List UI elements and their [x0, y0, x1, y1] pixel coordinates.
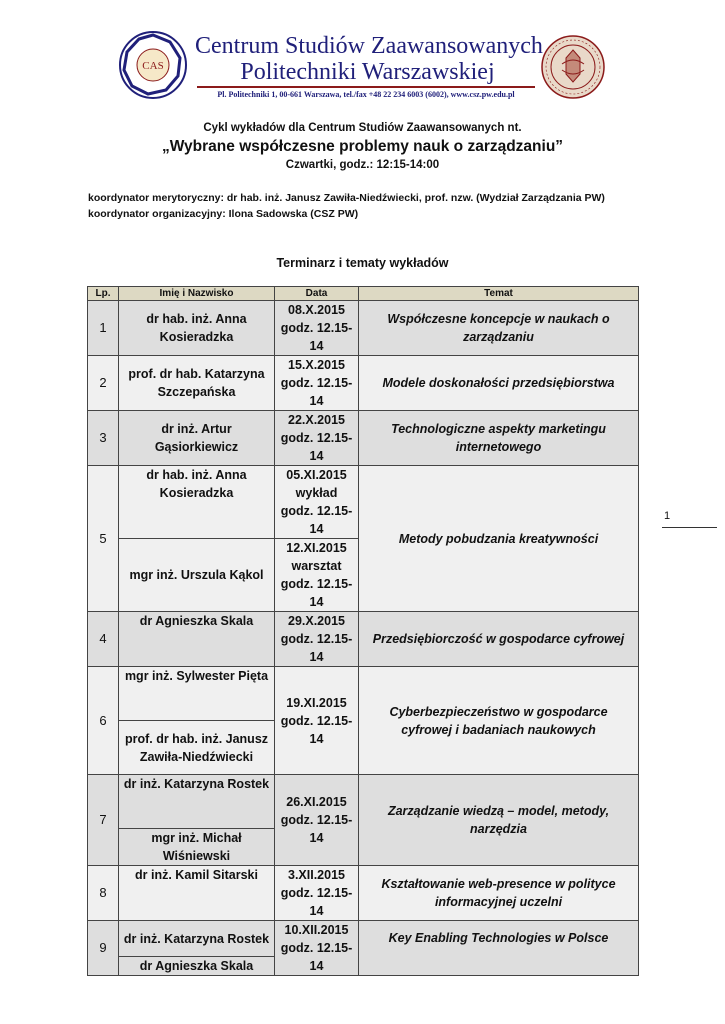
institution-name-line1: Centrum Studiów Zaawansowanych: [195, 33, 543, 59]
svg-text:CAS: CAS: [142, 60, 164, 72]
row-number: 8: [88, 866, 119, 921]
lecturer-name: prof. dr hab. inż. Janusz Zawiła-Niedźwiecki: [119, 721, 275, 775]
lecture-date: 22.X.2015 godz. 12.15-14: [275, 411, 359, 466]
table-row: [88, 466, 639, 539]
lecture-topic: Przedsiębiorczość w gospodarce cyfrowej: [359, 612, 639, 667]
lecture-topic: Modele doskonałości przedsiębiorstwa: [359, 356, 639, 411]
lecture-topic: Cyberbezpieczeństwo w gospodarce cyfrowej i badaniach naukowych: [359, 667, 639, 775]
content-coordinator: koordynator merytoryczny: dr hab. inż. Janusz Zawiła-Niedźwiecki, prof. nzw. (Wydział Zarządzania PW): [88, 192, 605, 204]
header-date: Data: [275, 287, 359, 301]
cas-logo-icon: [118, 30, 188, 100]
lecture-date: 3.XII.2015 godz. 12.15-14: [275, 866, 359, 921]
schedule-time: Czwartki, godz.: 12:15-14:00: [285, 159, 440, 171]
header-divider: [197, 86, 535, 88]
lecturer-name: dr hab. inż. Anna Kosieradzka: [119, 466, 275, 539]
table-row: [88, 411, 639, 466]
row-number: 5: [88, 466, 119, 612]
table-row: [88, 612, 639, 667]
lecturer-name: dr Agnieszka Skala: [119, 612, 275, 667]
lecturer-name: dr Agnieszka Skala: [119, 957, 275, 976]
lecturer-name: dr hab. inż. Anna Kosieradzka: [119, 301, 275, 356]
table-row: [88, 356, 639, 411]
row-number: 2: [88, 356, 119, 411]
table-row: [88, 921, 639, 957]
lecture-topic: Key Enabling Technologies w Polsce: [359, 921, 639, 976]
institution-address: Pl. Politechniki 1, 00-661 Warszawa, tel./fax +48 22 234 6003 (6002), www.csz.pw.edu.pl: [217, 90, 515, 99]
table-row: [88, 667, 639, 721]
lecture-date: 05.XI.2015 wykład godz. 12.15-14: [275, 466, 359, 539]
lecturer-name: mgr inż. Sylwester Pięta: [119, 667, 275, 721]
university-seal-icon: [540, 34, 606, 100]
row-number: 4: [88, 612, 119, 667]
lecture-date: 08.X.2015 godz. 12.15-14: [275, 301, 359, 356]
header-name: Imię i Nazwisko: [119, 287, 275, 301]
lecture-series-title: „Wybrane współczesne problemy nauk o zarządzaniu”: [161, 138, 564, 155]
lecture-series-caption: Cykl wykładów dla Centrum Studiów Zaawansowanych nt.: [203, 122, 522, 134]
lecture-date: 26.XI.2015 godz. 12.15-14: [275, 775, 359, 866]
lecture-date: 15.X.2015 godz. 12.15-14: [275, 356, 359, 411]
row-number: 9: [88, 921, 119, 976]
lecturer-name: dr inż. Kamil Sitarski: [119, 866, 275, 921]
lecture-date: 19.XI.2015 godz. 12.15-14: [275, 667, 359, 775]
header-topic: Temat: [359, 287, 639, 301]
organizational-coordinator: koordynator organizacyjny: Ilona Sadowska (CSZ PW): [88, 208, 359, 220]
lecturer-name: mgr inż. Urszula Kąkol: [119, 539, 275, 612]
lecture-topic: Technologiczne aspekty marketingu internetowego: [359, 411, 639, 466]
lecture-topic: Kształtowanie web-presence w polityce informacyjnej uczelni: [359, 866, 639, 921]
page-number: 1: [664, 510, 671, 522]
lecturer-name: dr inż. Katarzyna Rostek: [119, 775, 275, 829]
table-header-row: [88, 287, 639, 301]
lecture-topic: Współczesne koncepcje w naukach o zarządzaniu: [359, 301, 639, 356]
institution-name-line2: Politechniki Warszawskiej: [240, 59, 495, 85]
lecturer-name: dr inż. Artur Gąsiorkiewicz: [119, 411, 275, 466]
lecture-topic: Zarządzanie wiedzą – model, metody, narzędzia: [359, 775, 639, 866]
row-number: 6: [88, 667, 119, 775]
row-number: 7: [88, 775, 119, 866]
page-number-rule: [662, 527, 717, 528]
table-row: [88, 866, 639, 921]
row-number: 1: [88, 301, 119, 356]
lecture-date: 10.XII.2015 godz. 12.15-14: [275, 921, 359, 976]
lecturer-name: mgr inż. Michał Wiśniewski: [119, 829, 275, 866]
lecture-date: 12.XI.2015 warsztat godz. 12.15-14: [275, 539, 359, 612]
lecture-date: 29.X.2015 godz. 12.15-14: [275, 612, 359, 667]
table-row: [88, 775, 639, 829]
row-number: 3: [88, 411, 119, 466]
lecturer-name: dr inż. Katarzyna Rostek: [119, 921, 275, 957]
lecture-schedule-table: [87, 286, 639, 976]
schedule-section-title: Terminarz i tematy wykładów: [276, 256, 449, 270]
table-row: [88, 301, 639, 356]
lecture-topic: Metody pobudzania kreatywności: [359, 466, 639, 612]
header-lp: Lp.: [88, 287, 119, 301]
lecturer-name: prof. dr hab. Katarzyna Szczepańska: [119, 356, 275, 411]
